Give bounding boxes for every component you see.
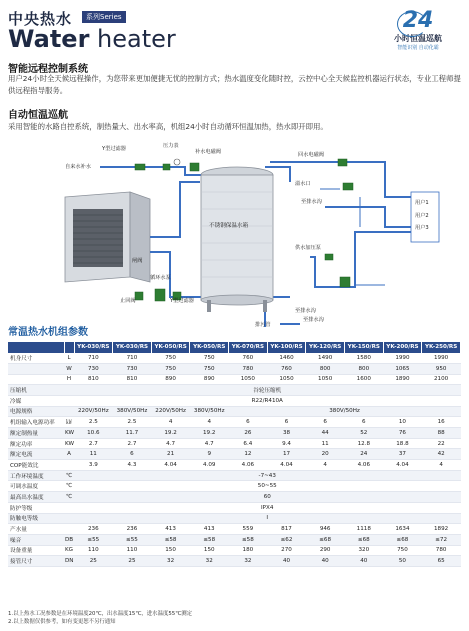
- table-cell: 150: [190, 545, 229, 556]
- table-cell: 22: [422, 438, 461, 449]
- table-cell: ≤58: [229, 534, 268, 545]
- table-cell: 32: [151, 556, 190, 567]
- table-cell: ≤68: [306, 534, 345, 545]
- table-cell: 26: [229, 428, 268, 439]
- table-cell: 290: [306, 545, 345, 556]
- model-header: YK-030/RS: [74, 342, 113, 353]
- label-pressure-gauge: 压力表: [163, 143, 179, 149]
- row-label: 最高出水温度: [8, 492, 64, 503]
- table-cell: 1990: [383, 353, 422, 364]
- table-cell: 4: [422, 460, 461, 471]
- table-cell: 220V/50Hz: [74, 406, 113, 417]
- label-pressure-pump: 供水加压泵: [295, 245, 321, 251]
- brand-en-title: [8, 26, 176, 52]
- table-cell: 21: [151, 449, 190, 460]
- row-label: 额定功率: [8, 438, 64, 449]
- table-cell: 710: [113, 353, 152, 364]
- label-y-filter-top: Y型过滤器: [102, 146, 126, 152]
- row-unit: ℃: [64, 481, 74, 492]
- table-cell: 6.4: [229, 438, 268, 449]
- label-check-valve: 止回阀: [120, 298, 136, 304]
- table-cell: 4.7: [190, 438, 229, 449]
- table-cell: ≤68: [383, 534, 422, 545]
- table-span-cell: IPX4: [74, 502, 461, 513]
- table-cell: 37: [383, 449, 422, 460]
- label-tank: 不锈钢保温水箱: [209, 223, 249, 229]
- row-label: 可调水温度: [8, 481, 64, 492]
- row-unit: [64, 460, 74, 471]
- label-user2: 用户2: [415, 213, 429, 219]
- section2-title: 自动恒温巡航: [8, 110, 68, 121]
- table-cell: 20: [306, 449, 345, 460]
- table-cell: 1460: [267, 353, 306, 364]
- table-cell: 3.9: [74, 460, 113, 471]
- table-cell: 1890: [383, 374, 422, 385]
- table-cell: 24: [344, 449, 383, 460]
- spec-body: [8, 353, 461, 567]
- table-cell: 50: [383, 556, 422, 567]
- table-cell: 4: [306, 460, 345, 471]
- table-row: [8, 353, 461, 364]
- table-cell: 9: [190, 449, 229, 460]
- table-cell: 4.04: [383, 460, 422, 471]
- label-overflow: 溢水口: [295, 181, 311, 187]
- footnote-2: 2.以上数据仅供参考，如有变更恕不另行通知: [8, 619, 116, 625]
- storage-tank: [201, 167, 273, 312]
- table-cell: 12.8: [344, 438, 383, 449]
- table-row: [8, 470, 461, 481]
- table-cell: 4.7: [151, 438, 190, 449]
- table-cell: 320: [344, 545, 383, 556]
- table-cell: 380V/50Hz: [113, 406, 152, 417]
- header-unit-cell: [64, 342, 74, 353]
- table-cell: 150: [151, 545, 190, 556]
- table-cell: 32: [190, 556, 229, 567]
- table-cell: 32: [229, 556, 268, 567]
- table-cell: 44: [306, 428, 345, 439]
- table-cell: 1580: [344, 353, 383, 364]
- row-label: 噪音: [8, 534, 64, 545]
- table-cell: 9.4: [267, 438, 306, 449]
- label-drain-valve: 排污管: [255, 322, 271, 328]
- table-cell: 1050: [306, 374, 345, 385]
- table-cell: 4.04: [151, 460, 190, 471]
- table-cell: 40: [267, 556, 306, 567]
- table-cell: 559: [229, 524, 268, 535]
- table-cell: 11.7: [113, 428, 152, 439]
- table-cell: 2.5: [74, 417, 113, 428]
- label-y-filter-bottom: Y型过滤器: [170, 298, 194, 304]
- row-label: 产水量: [8, 524, 64, 535]
- table-cell: 180: [229, 545, 268, 556]
- table-row: [8, 556, 461, 567]
- table-cell: 817: [267, 524, 306, 535]
- row-label: COP能效比: [8, 460, 64, 471]
- model-header: YK-250/RS: [422, 342, 461, 353]
- table-cell: 4.09: [190, 460, 229, 471]
- table-cell: 800: [306, 363, 345, 374]
- table-cell: 220V/50Hz: [151, 406, 190, 417]
- brand-en-light: heater: [89, 25, 176, 53]
- label-user3: 用户3: [415, 225, 429, 231]
- table-cell: 6: [344, 417, 383, 428]
- header-label-cell: [8, 342, 64, 353]
- table-cell: 4: [190, 417, 229, 428]
- table-cell: 750: [151, 353, 190, 364]
- row-unit: ℃: [64, 470, 74, 481]
- table-cell: 38: [267, 428, 306, 439]
- table-cell: 4: [151, 417, 190, 428]
- table-cell: 810: [113, 374, 152, 385]
- table-cell: 2100: [422, 374, 461, 385]
- table-row: [8, 492, 461, 503]
- table-cell: 380V/50Hz: [190, 406, 229, 417]
- logo-ring-icon: [397, 11, 427, 37]
- table-cell: 236: [113, 524, 152, 535]
- row-label: 机身尺寸: [8, 353, 64, 364]
- table-cell: 1118: [344, 524, 383, 535]
- row-label: 防触电等级: [8, 513, 64, 524]
- table-cell: 10: [383, 417, 422, 428]
- table-row: [8, 374, 461, 385]
- table-cell: 6: [113, 449, 152, 460]
- footnotes: [8, 610, 192, 626]
- row-label: 额定电流: [8, 449, 64, 460]
- table-cell: 4.06: [229, 460, 268, 471]
- model-header: YK-200/RS: [383, 342, 422, 353]
- table-cell: 780: [229, 363, 268, 374]
- table-row: [8, 385, 461, 396]
- table-row: [8, 545, 461, 556]
- model-header: YK-050/RS: [151, 342, 190, 353]
- table-cell: 110: [113, 545, 152, 556]
- row-label: 设备重量: [8, 545, 64, 556]
- table-row: [8, 460, 461, 471]
- table-cell: 2.5: [113, 417, 152, 428]
- spec-header-row: [8, 342, 461, 353]
- table-cell: 6: [267, 417, 306, 428]
- row-unit: DN: [64, 556, 74, 567]
- row-label: [8, 374, 64, 385]
- row-unit: A: [64, 449, 74, 460]
- row-unit: [64, 502, 74, 513]
- row-unit: [64, 406, 74, 417]
- table-cell: 810: [74, 374, 113, 385]
- label-return-valve: 回水电磁阀: [298, 152, 324, 158]
- table-span-cell: 50~55: [74, 481, 461, 492]
- label-circ-pump: 循环水泵: [150, 275, 171, 281]
- table-span-cell: I: [74, 513, 461, 524]
- label-gate-valve: 闸阀: [132, 258, 143, 264]
- table-cell: ≤58: [190, 534, 229, 545]
- row-unit: [64, 513, 74, 524]
- table-cell: ≤55: [74, 534, 113, 545]
- table-cell: 6: [306, 417, 345, 428]
- section1-text: 用户24小时全天候远程操作，为您带来更加便捷无忧的控制方式；热水温度变化随时控，云控中心全天候监控机器运行状态，专业工程师提供远程指导服务。: [8, 74, 461, 95]
- table-row: [8, 395, 461, 406]
- table-cell: 710: [74, 353, 113, 364]
- spec-table: [8, 342, 461, 567]
- table-cell: 890: [151, 374, 190, 385]
- brand-en-bold: Water: [8, 25, 90, 53]
- table-cell: 4.3: [113, 460, 152, 471]
- row-unit: [64, 395, 74, 406]
- logo-line1: 小时恒温巡航: [394, 34, 442, 43]
- label-tap-water: 自来水补水: [65, 164, 91, 170]
- table-span-cell: 谷轮压缩机: [74, 385, 461, 396]
- table-span-cell: 60: [74, 492, 461, 503]
- table-cell: 76: [383, 428, 422, 439]
- model-header: YK-030/RS: [113, 342, 152, 353]
- series-tag: 系列Series: [82, 11, 126, 23]
- table-cell: 1892: [422, 524, 461, 535]
- table-cell: ≤72: [422, 534, 461, 545]
- table-cell: 760: [229, 353, 268, 364]
- table-cell: 780: [422, 545, 461, 556]
- table-cell: ≤58: [151, 534, 190, 545]
- table-row: [8, 428, 461, 439]
- row-unit: KG: [64, 545, 74, 556]
- label-to-drain2: 至排水沟: [295, 308, 316, 314]
- table-cell: 88: [422, 428, 461, 439]
- params-title: 常温热水机组参数: [8, 327, 88, 338]
- table-cell: 1990: [422, 353, 461, 364]
- label-to-drain3: 至排水沟: [303, 317, 324, 323]
- table-span-cell: R22/R410A: [74, 395, 461, 406]
- table-row: [8, 363, 461, 374]
- label-make-up-valve: 补水电磁阀: [195, 149, 221, 155]
- table-cell: 750: [190, 353, 229, 364]
- heat-pump-unit: [65, 192, 150, 282]
- row-unit: DB: [64, 534, 74, 545]
- table-cell: 4.04: [267, 460, 306, 471]
- table-span-cell: 380V/50Hz: [229, 406, 461, 417]
- table-row: [8, 524, 461, 535]
- row-label: 电源规格: [8, 406, 64, 417]
- row-unit: KW: [64, 428, 74, 439]
- cruise-logo: [383, 8, 453, 58]
- table-cell: 730: [74, 363, 113, 374]
- table-cell: 1050: [229, 374, 268, 385]
- table-row: [8, 449, 461, 460]
- table-cell: 10.6: [74, 428, 113, 439]
- table-cell: 950: [422, 363, 461, 374]
- table-cell: 17: [267, 449, 306, 460]
- table-cell: 413: [190, 524, 229, 535]
- table-cell: ≤55: [113, 534, 152, 545]
- row-unit: [64, 385, 74, 396]
- table-cell: 12: [229, 449, 268, 460]
- table-cell: 270: [267, 545, 306, 556]
- table-cell: 6: [229, 417, 268, 428]
- model-header: YK-100/RS: [267, 342, 306, 353]
- model-header: YK-050/RS: [190, 342, 229, 353]
- table-cell: 413: [151, 524, 190, 535]
- table-cell: 4.06: [344, 460, 383, 471]
- row-label: 接管尺寸: [8, 556, 64, 567]
- table-span-cell: -7~43: [74, 470, 461, 481]
- row-label: 额定制热量: [8, 428, 64, 439]
- row-unit: KW: [64, 438, 74, 449]
- table-cell: 19.2: [190, 428, 229, 439]
- row-label: 冷媒: [8, 395, 64, 406]
- row-label: 压缩机: [8, 385, 64, 396]
- row-label: 机组输入电源功率: [8, 417, 64, 428]
- table-cell: 18.8: [383, 438, 422, 449]
- table-cell: 730: [113, 363, 152, 374]
- table-cell: 110: [74, 545, 113, 556]
- label-to-drain1: 至排水沟: [301, 199, 322, 205]
- table-row: [8, 406, 461, 417]
- table-cell: 1634: [383, 524, 422, 535]
- table-cell: 25: [113, 556, 152, 567]
- table-cell: 1065: [383, 363, 422, 374]
- table-row: [8, 417, 461, 428]
- table-cell: 40: [306, 556, 345, 567]
- table-cell: 946: [306, 524, 345, 535]
- table-cell: 25: [74, 556, 113, 567]
- row-unit: [64, 524, 74, 535]
- model-header: YK-150/RS: [344, 342, 383, 353]
- table-cell: 750: [151, 363, 190, 374]
- footnote-1: 1.以上热水工况参数是在环境温度20℃，出水温度15℃，进水温度55℃测定: [8, 611, 193, 617]
- section1-title: 智能远程控制系统: [8, 64, 88, 75]
- table-cell: 1050: [267, 374, 306, 385]
- table-cell: 52: [344, 428, 383, 439]
- table-cell: 40: [344, 556, 383, 567]
- table-cell: 2.7: [74, 438, 113, 449]
- brand-cn-title: 中央热水: [8, 10, 73, 28]
- section2-text: 采用智能的水路自控系统，制热量大、出水率高，机组24小时自动循环恒温加热，热水即开即用。: [8, 122, 328, 131]
- table-cell: 1600: [344, 374, 383, 385]
- table-cell: 16: [422, 417, 461, 428]
- table-cell: 750: [383, 545, 422, 556]
- page-header: [8, 6, 463, 58]
- label-user1: 用户1: [415, 200, 429, 206]
- row-unit: H: [64, 374, 74, 385]
- table-cell: 236: [74, 524, 113, 535]
- row-label: 工作环境温度: [8, 470, 64, 481]
- model-header: YK-070/RS: [229, 342, 268, 353]
- row-label: [8, 363, 64, 374]
- model-header: YK-120/RS: [306, 342, 345, 353]
- logo-number: 24: [402, 8, 434, 33]
- table-cell: 890: [190, 374, 229, 385]
- table-cell: 11: [74, 449, 113, 460]
- table-cell: 800: [344, 363, 383, 374]
- table-cell: 19.2: [151, 428, 190, 439]
- table-cell: 750: [190, 363, 229, 374]
- row-unit: ㎾: [64, 417, 74, 428]
- row-unit: L: [64, 353, 74, 364]
- table-cell: 11: [306, 438, 345, 449]
- table-row: [8, 513, 461, 524]
- table-cell: 760: [267, 363, 306, 374]
- table-row: [8, 502, 461, 513]
- table-cell: 65: [422, 556, 461, 567]
- row-label: 防护等级: [8, 502, 64, 513]
- system-diagram: [55, 137, 460, 332]
- table-cell: 42: [422, 449, 461, 460]
- table-row: [8, 481, 461, 492]
- table-row: [8, 438, 461, 449]
- table-cell: 1490: [306, 353, 345, 364]
- logo-line2: 智能识别 自动化霸: [397, 45, 439, 51]
- row-unit: W: [64, 363, 74, 374]
- table-cell: ≤68: [344, 534, 383, 545]
- table-cell: 2.7: [113, 438, 152, 449]
- table-cell: ≤62: [267, 534, 306, 545]
- row-unit: ℃: [64, 492, 74, 503]
- table-row: [8, 534, 461, 545]
